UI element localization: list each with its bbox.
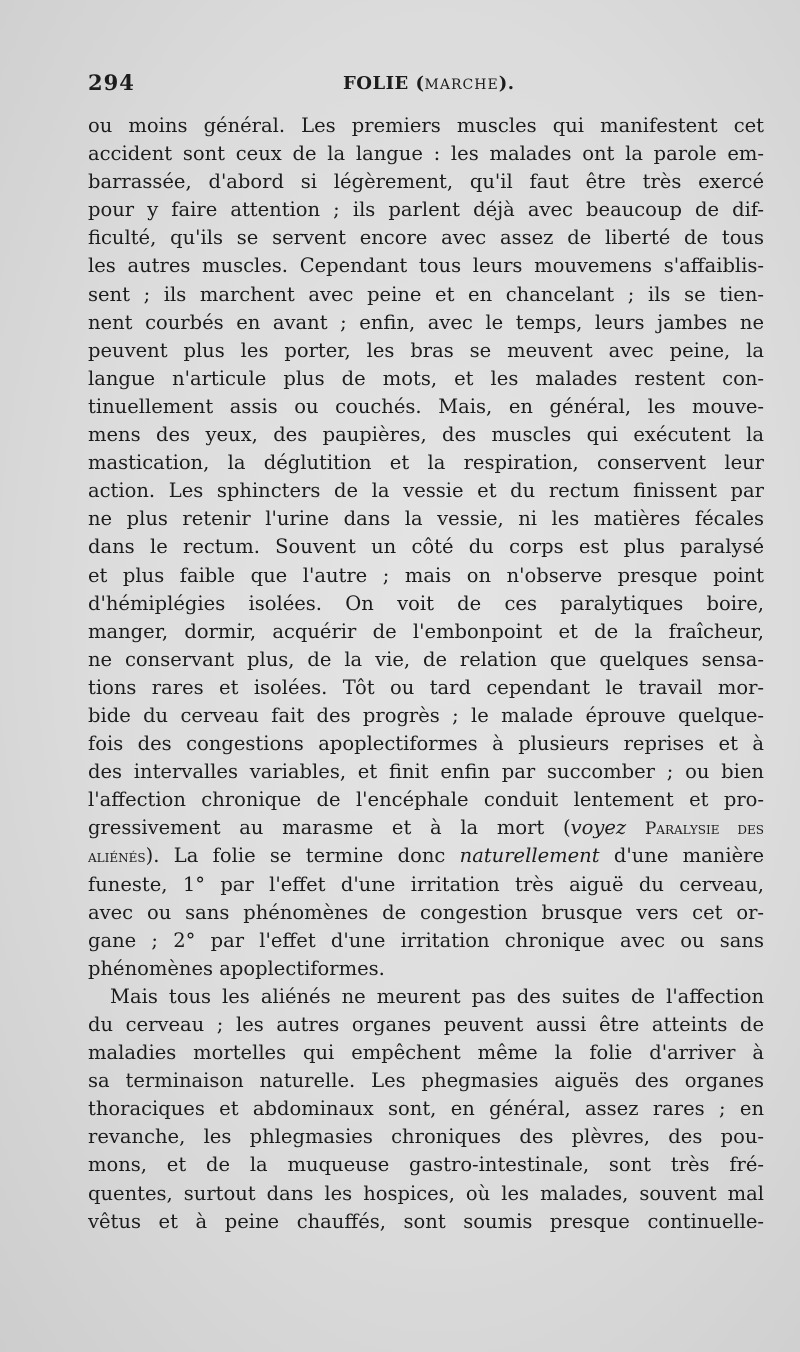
text-line: pour y faire attention ; ils parlent déjà avec beaucoup de dif- <box>88 198 764 222</box>
text-segment: d'une manière <box>599 844 764 868</box>
text-line: vêtus et à peine chauffés, sont soumis presque continuelle- <box>88 1209 764 1233</box>
text-line: tions rares et isolées. Tôt ou tard cependant le travail mor- <box>88 675 764 699</box>
text-line: d'hémiplégies isolées. On voit de ces paralytiques boire, <box>88 591 764 615</box>
running-title <box>343 73 514 94</box>
text-line: ne plus retenir l'urine dans la vessie, ni les matières fécales <box>88 507 764 531</box>
text-line: funeste, 1° par l'effet d'une irritation très aiguë du cerveau, <box>88 872 764 896</box>
text-line: revanche, les phlegmasies chroniques des plèvres, des pou- <box>88 1125 764 1149</box>
text-line: l'affection chronique de l'encéphale conduit lentement et pro- <box>88 788 764 812</box>
text-line: bide du cerveau fait des progrès ; le malade éprouve quelque- <box>88 703 764 727</box>
text-line: ne conservant plus, de la vie, de relation que quelques sensa- <box>88 647 764 671</box>
text-line: thoraciques et abdominaux sont, en général, assez rares ; en <box>88 1097 764 1121</box>
text-line-with-reference <box>88 814 764 842</box>
text-line: sa terminaison naturelle. Les phegmasies aiguës des organes <box>88 1069 764 1093</box>
text-line: langue n'articule plus de mots, et les malades restent con- <box>88 366 764 390</box>
text-line: accident sont ceux de la langue : les malades ont la parole em- <box>88 142 764 166</box>
italic-text: naturellement <box>459 844 600 868</box>
text-line: phénomènes apoplectiformes. <box>88 956 385 980</box>
text-line: manger, dormir, acquérir de l'embonpoint et de la fraîcheur, <box>88 619 764 643</box>
text-line: mastication, la déglutition et la respiration, conservent leur <box>88 451 764 475</box>
text-segment: ). La folie se termine donc <box>145 844 460 868</box>
text-line: barrassée, d'abord si légèrement, qu'il faut être très exercé <box>88 170 764 194</box>
running-title-close: ). <box>498 73 515 94</box>
running-title-sub: MARCHE <box>424 77 499 93</box>
text-line: peuvent plus les porter, les bras se meuvent avec peine, la <box>88 338 764 362</box>
paragraph-start: Mais tous les aliénés ne meurent pas des suites de l'affection <box>110 984 764 1008</box>
text-line: maladies mortelles qui empêchent même la folie d'arriver à <box>88 1041 764 1065</box>
text-segment: gressivement au marasme et à la mort ( <box>88 816 571 840</box>
text-line: du cerveau ; les autres organes peuvent aussi être atteints de <box>88 1013 764 1036</box>
text-line: mons, et de la muqueuse gastro-intestinale, sont très fré- <box>88 1153 764 1177</box>
page-header <box>88 70 764 100</box>
cross-reference: Paralysie des <box>644 819 764 840</box>
text-line: nent courbés en avant ; enfin, avec le temps, leurs jambes ne <box>88 310 764 334</box>
text-line-with-emphasis <box>88 842 764 870</box>
text-line: quentes, surtout dans les hospices, où les malades, souvent mal <box>88 1181 764 1205</box>
text-line: gane ; 2° par l'effet d'une irritation chronique avec ou sans <box>88 928 764 952</box>
text-line: action. Les sphincters de la vessie et du rectum finissent par <box>88 479 764 503</box>
text-line: des intervalles variables, et finit enfin par succomber ; ou bien <box>88 760 764 784</box>
text-line: sent ; ils marchent avec peine et en chancelant ; ils se tien- <box>88 282 764 306</box>
text-line: tinuellement assis ou couchés. Mais, en général, les mouve- <box>88 394 764 418</box>
cross-reference-end: aliénés <box>88 847 146 868</box>
page-number: 294 <box>88 70 135 95</box>
italic-text: voyez <box>570 816 627 840</box>
running-title-main: FOLIE ( <box>343 73 425 94</box>
body-text <box>88 112 764 1236</box>
text-line: avec ou sans phénomènes de congestion brusque vers cet or- <box>88 900 764 924</box>
text-line: mens des yeux, des paupières, des muscles qui exécutent la <box>88 423 764 447</box>
text-line: et plus faible que l'autre ; mais on n'observe presque point <box>88 563 764 587</box>
text-line: fois des congestions apoplectiformes à plusieurs reprises et à <box>88 732 764 756</box>
text-line: ou moins général. Les premiers muscles qui manifestent cet <box>88 114 764 137</box>
text-line: dans le rectum. Souvent un côté du corps est plus paralysé <box>88 535 764 559</box>
text-line: les autres muscles. Cependant tous leurs mouvemens s'affaiblis- <box>88 254 764 278</box>
text-line: ficulté, qu'ils se servent encore avec assez de liberté de tous <box>88 226 764 250</box>
